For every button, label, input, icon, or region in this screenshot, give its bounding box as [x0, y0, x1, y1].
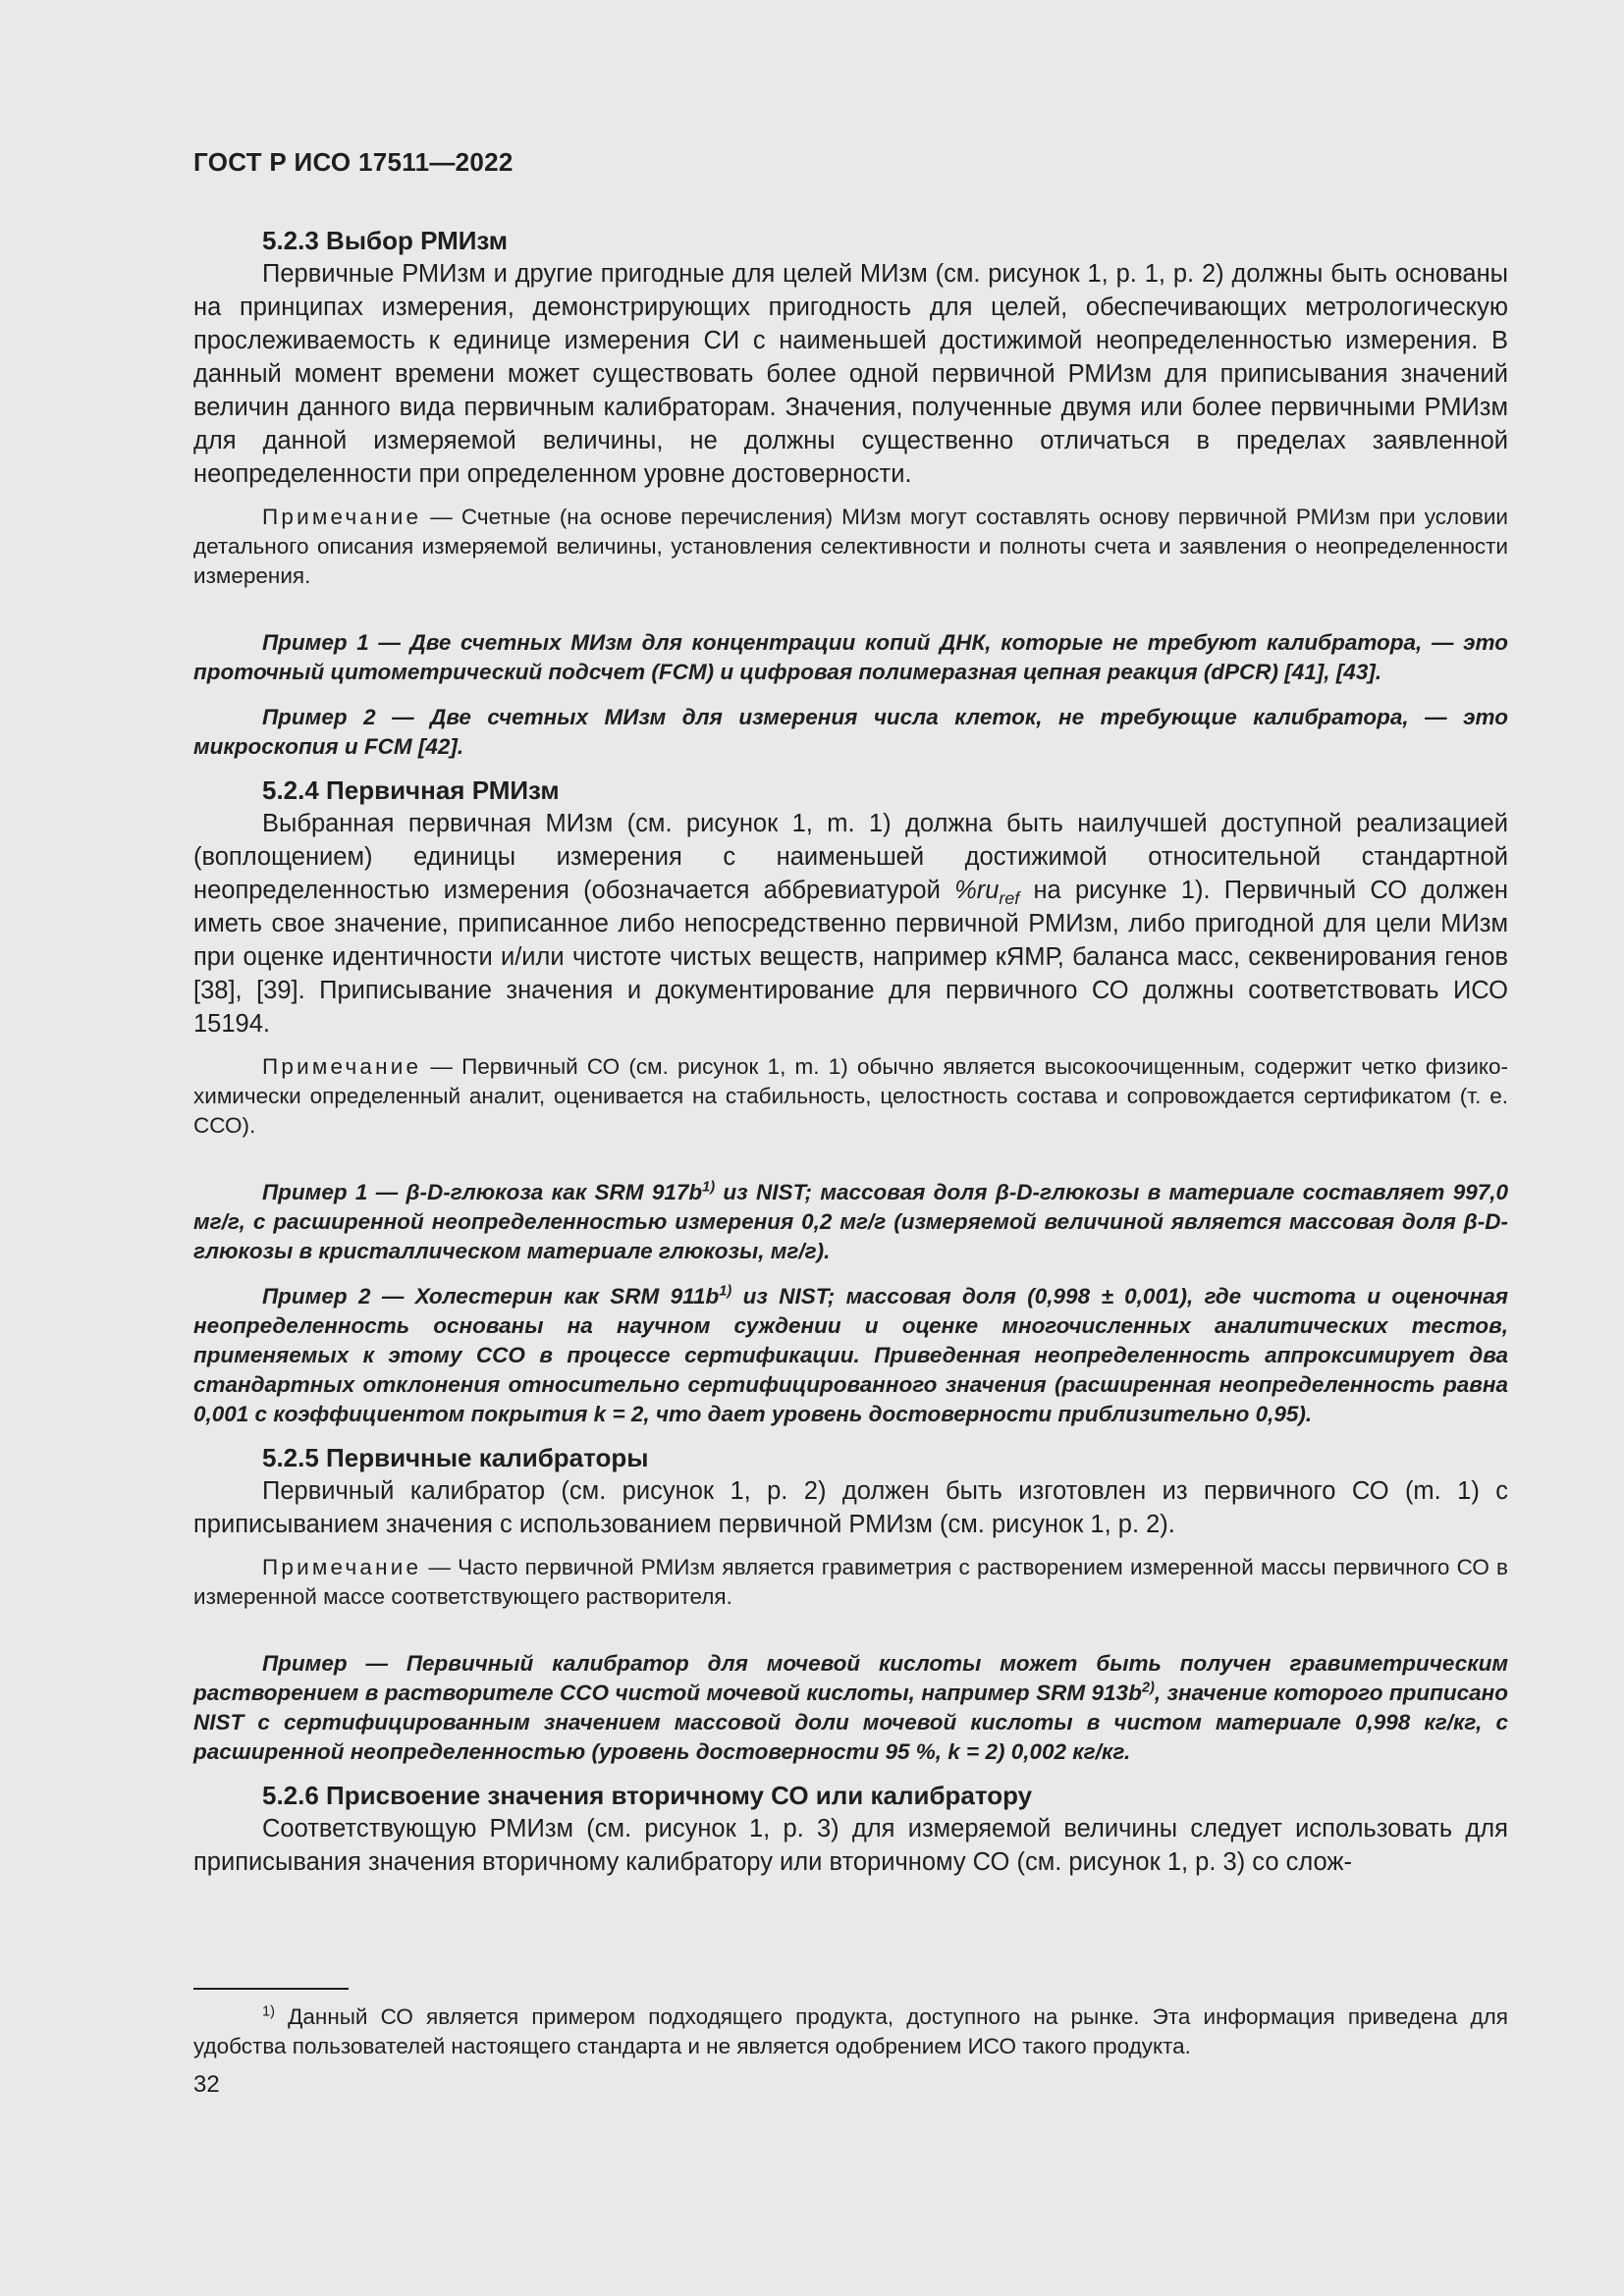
section-body-5-2-5: Первичный калибратор (см. рисунок 1, р. 2) должен быть изготовлен из первичного СО (m. 1) с приписыванием значения с использованием первичной РМИзм (см. рисунок 1, р. 2).	[193, 1477, 1508, 1538]
section-body-5-2-4	[193, 807, 1508, 1041]
footnote-ref: 1)	[719, 1283, 732, 1300]
main-content	[193, 224, 1508, 1879]
note-text: — Часто первичной РМИзм является гравиметрия с растворением измеренной массы первичного СО в измеренной массе соответствующего растворителя.	[193, 1555, 1508, 1609]
section-heading-5-2-5: 5.2.5 Первичные калибраторы	[262, 1443, 649, 1472]
example-text-a: Пример 1 — β-D-глюкоза как SRM 917b	[262, 1180, 703, 1204]
example-text-a: Пример — Первичный калибратор для мочевой кислоты может быть получен гравиметрическим растворением в растворителе ССО чистой мочевой кислоты, например SRM 913b	[193, 1651, 1508, 1705]
footnote	[193, 2002, 1508, 2061]
note-5-2-5	[193, 1553, 1508, 1612]
footnote-ref: 2)	[1141, 1680, 1155, 1696]
section-heading-5-2-6: 5.2.6 Присвоение значения вторичному СО или калибратору	[262, 1781, 1033, 1810]
note-label: Примечание	[262, 1555, 422, 1579]
example-1-5-2-3: Пример 1 — Две счетных МИзм для концентрации копий ДНК, которые не требуют калибратора, — это проточный цитометрический подсчет (FCM) и цифровая полимеразная цепная реакция (dPCR) [41], [43].	[193, 630, 1508, 684]
example-text-b: из NIST; массовая доля (0,998 ± 0,001), где чистота и оценочная неопределенность основаны на научном суждении и оценке многочисленных аналитических тестов, применяемых к этому ССО в процессе сертификации. Приведенная неопределенность аппроксимирует два стандартных отклонения относительно сертифицированного значения (расширенная неопределенность равна 0,001 с коэффициентом покрытия k = 2, что дает уровень достоверности приблизительно 0,95).	[193, 1284, 1508, 1426]
footnote-divider	[193, 1988, 349, 1990]
example-text-b: из NIST; массовая доля β-D-глюкозы в материале составляет 997,0 мг/г, с расширенной неопределенностью измерения 0,2 мг/г (измеряемой величиной является массовая доля β-D-глюкозы в кристаллическом материале глюкозы, мг/г).	[193, 1180, 1508, 1263]
section-body-5-2-3: Первичные РМИзм и другие пригодные для целей МИзм (см. рисунок 1, р. 1, р. 2) должны быть основаны на принципах измерения, демонстрирующих пригодность для целей, обеспечивающих метрологическую прослеживаемость к единице измерения СИ с наименьшей достижимой неопределенностью измерения. В данный момент времени может существовать более одной первичной РМИзм для приписывания значений величин данного вида первичным калибраторам. Значения, полученные двумя или более первичными РМИзм для данной измеряемой величины, не должны существенно отличаться в пределах заявленной неопределенности при определенном уровне достоверности.	[193, 260, 1508, 488]
symbol-ref: ref	[999, 888, 1020, 909]
example-5-2-5	[193, 1649, 1508, 1767]
example-2-5-2-4	[193, 1282, 1508, 1429]
document-header: ГОСТ Р ИСО 17511—2022	[193, 147, 514, 177]
footnote-text: Данный СО является примером подходящего продукта, доступного на рынке. Эта информация приведена для удобства пользователей настоящего стандарта и не является одобрением ИСО такого продукта.	[193, 2004, 1508, 2058]
section-heading-5-2-3: 5.2.3 Выбор РМИзм	[262, 226, 508, 255]
body-text-part1: Выбранная первичная МИзм (см. рисунок 1, m. 1) должна быть наилучшей доступной реализацией (воплощением) единицы измерения с наименьшей достижимой относительной стандартной неопределенностью измерения (обозначается аббревиатурой	[193, 810, 1508, 904]
symbol-ru: %ru	[954, 877, 1000, 904]
note-label: Примечание	[262, 1054, 422, 1079]
footnote-ref: 1)	[702, 1179, 716, 1196]
note-5-2-4	[193, 1052, 1508, 1141]
note-text: — Счетные (на основе перечисления) МИзм могут составлять основу первичной РМИзм при условии детального описания измеряемой величины, установления селективности и полноты счета и заявления о неопределенности измерения.	[193, 505, 1508, 588]
page-number: 32	[193, 2071, 220, 2098]
example-2-5-2-3: Пример 2 — Две счетных МИзм для измерения числа клеток, не требующие калибратора, — это микроскопия и FCM [42].	[193, 705, 1508, 759]
note-5-2-3	[193, 503, 1508, 591]
example-1-5-2-4	[193, 1178, 1508, 1266]
section-heading-5-2-4: 5.2.4 Первичная РМИзм	[262, 775, 560, 805]
section-body-5-2-6: Соответствующую РМИзм (см. рисунок 1, р. 3) для измеряемой величины следует использовать для приписывания значения вторичному калибратору или вторичному СО (см. рисунок 1, р. 3) со слож-	[193, 1815, 1508, 1876]
body-text-part2: на рисунке 1). Первичный СО должен иметь свое значение, приписанное либо непосредственно первичной РМИзм, либо пригодной для цели МИзм при оценке идентичности и/или чистоте чистых веществ, например кЯМР, баланса масс, секвенирования генов [38], [39]. Приписывание значения и документирование для первичного СО должны соответствовать ИСО 15194.	[193, 877, 1508, 1038]
example-text-b: , значение которого приписано NIST с сертифицированным значением массовой доли мочевой кислоты в чистом материале 0,998 кг/кг, с расширенной неопределенностью (уровень достоверности 95 %, k = 2) 0,002 кг/кг.	[193, 1681, 1508, 1764]
example-text-a: Пример 2 — Холестерин как SRM 911b	[262, 1284, 720, 1308]
note-text: — Первичный СО (см. рисунок 1, m. 1) обычно является высокоочищенным, содержит четко физико-химически определенный аналит, оценивается на стабильность, целостность состава и сопровождается сертификатом (т. е. ССО).	[193, 1054, 1508, 1138]
footnote-marker: 1)	[262, 2003, 275, 2020]
note-label: Примечание	[262, 505, 422, 529]
